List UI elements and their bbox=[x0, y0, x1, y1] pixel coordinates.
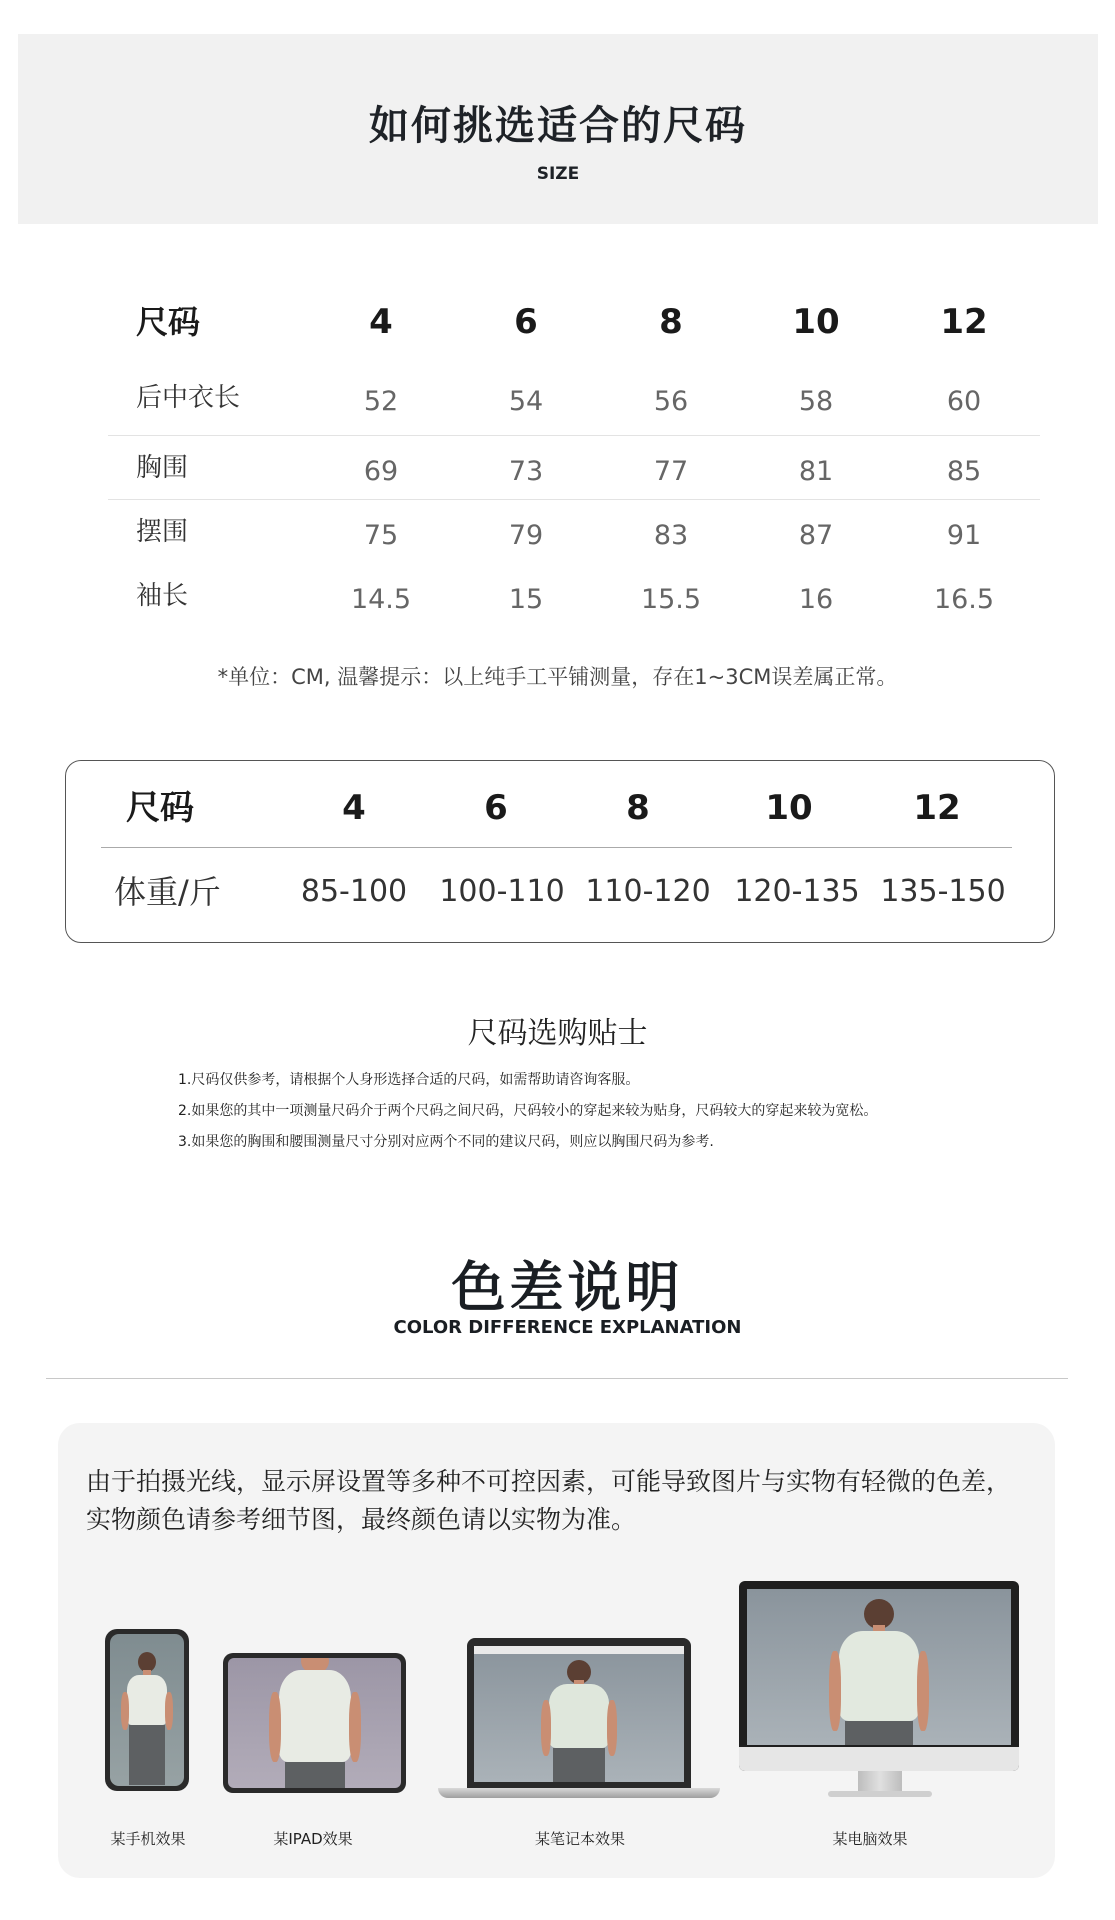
size-header-cell: 6 bbox=[514, 302, 538, 342]
table-cell: 16.5 bbox=[933, 584, 995, 615]
table-cell: 91 bbox=[946, 520, 982, 551]
size-header-cell: 10 bbox=[792, 302, 840, 342]
table-cell: 15.5 bbox=[640, 584, 702, 615]
row-label: 后中衣长 bbox=[136, 383, 241, 413]
table-cell: 81 bbox=[798, 456, 834, 487]
tablet-icon bbox=[223, 1653, 406, 1793]
row-label: 体重/斤 bbox=[114, 873, 221, 911]
table-row bbox=[108, 436, 1040, 500]
table-header-row bbox=[66, 773, 1054, 843]
monitor-screen bbox=[747, 1589, 1011, 1745]
table-row bbox=[108, 500, 1040, 564]
phone-screen bbox=[110, 1634, 184, 1786]
table-cell: 79 bbox=[508, 520, 544, 551]
device-label-ipad: 某IPAD效果 bbox=[273, 1830, 353, 1848]
tip-item: 3.如果您的胸围和腰围测量尺寸分别对应两个不同的建议尺码，则应以胸围尺码为参考. bbox=[178, 1134, 714, 1150]
laptop-screen bbox=[474, 1646, 684, 1782]
table-cell: 110-120 bbox=[585, 874, 711, 909]
table-cell: 120-135 bbox=[734, 874, 860, 909]
table-cell: 77 bbox=[653, 456, 689, 487]
table-cell: 69 bbox=[363, 456, 399, 487]
description-line: 实物颜色请参考细节图，最终颜色请以实物为准。 bbox=[86, 1505, 637, 1534]
table-cell: 16 bbox=[798, 584, 834, 615]
page-title: 如何挑选适合的尺码 bbox=[369, 103, 747, 149]
size-header-cell: 6 bbox=[484, 788, 508, 828]
device-label-phone: 某手机效果 bbox=[110, 1830, 186, 1848]
size-guide-header bbox=[18, 34, 1098, 224]
table-cell: 54 bbox=[508, 386, 544, 417]
table-cell: 75 bbox=[363, 520, 399, 551]
size-header-cell: 8 bbox=[626, 788, 650, 828]
laptop-base bbox=[438, 1788, 720, 1798]
size-measurement-table bbox=[108, 290, 1040, 628]
row-label: 袖长 bbox=[136, 581, 189, 611]
description-line: 由于拍摄光线，显示屏设置等多种不可控因素，可能导致图片与实物有轻微的色差， bbox=[86, 1467, 1012, 1496]
table-header-row bbox=[108, 290, 1040, 354]
monitor-stand bbox=[858, 1771, 902, 1793]
size-header-label: 尺码 bbox=[136, 303, 201, 341]
weight-size-table bbox=[65, 760, 1055, 943]
tip-item: 2.如果您的其中一项测量尺码介于两个尺码之间尺码，尺码较小的穿起来较为贴身，尺码较大的穿起来较为宽松。 bbox=[178, 1103, 878, 1119]
measurement-note: *单位：CM, 温馨提示：以上纯手工平铺测量，存在1~3CM误差属正常。 bbox=[217, 665, 898, 689]
monitor-foot bbox=[828, 1791, 932, 1797]
table-cell: 73 bbox=[508, 456, 544, 487]
table-row bbox=[108, 354, 1040, 436]
size-header-cell: 4 bbox=[369, 302, 393, 342]
monitor-icon bbox=[739, 1581, 1019, 1771]
divider bbox=[101, 847, 1012, 848]
color-difference-title: 色差说明 bbox=[451, 1256, 684, 1319]
page-subtitle: SIZE bbox=[536, 164, 580, 184]
tips-list bbox=[178, 1065, 1078, 1158]
color-difference-panel bbox=[58, 1423, 1055, 1878]
table-cell: 58 bbox=[798, 386, 834, 417]
table-cell: 135-150 bbox=[880, 874, 1006, 909]
section-divider bbox=[46, 1378, 1068, 1379]
size-header-cell: 4 bbox=[342, 788, 366, 828]
laptop-icon bbox=[467, 1638, 691, 1788]
color-difference-description bbox=[86, 1463, 1046, 1539]
row-label: 摆围 bbox=[136, 517, 189, 547]
table-cell: 52 bbox=[363, 386, 399, 417]
table-cell: 15 bbox=[508, 584, 544, 615]
device-label-laptop: 某笔记本效果 bbox=[534, 1830, 625, 1848]
table-cell: 85-100 bbox=[300, 874, 408, 909]
color-difference-subtitle: COLOR DIFFERENCE EXPLANATION bbox=[393, 1317, 742, 1338]
size-header-cell: 12 bbox=[940, 302, 988, 342]
tip-item: 1.尺码仅供参考，请根据个人身形选择合适的尺码，如需帮助请咨询客服。 bbox=[178, 1072, 640, 1088]
phone-icon bbox=[105, 1629, 189, 1791]
size-header-cell: 10 bbox=[765, 788, 813, 828]
table-cell: 100-110 bbox=[439, 874, 565, 909]
row-label: 胸围 bbox=[136, 453, 189, 483]
tips-title: 尺码选购贴士 bbox=[467, 1016, 648, 1051]
size-header-cell: 8 bbox=[659, 302, 683, 342]
table-cell: 85 bbox=[946, 456, 982, 487]
size-header-label: 尺码 bbox=[126, 788, 194, 828]
device-label-monitor: 某电脑效果 bbox=[832, 1830, 908, 1848]
table-cell: 56 bbox=[653, 386, 689, 417]
table-cell: 87 bbox=[798, 520, 834, 551]
table-cell: 60 bbox=[946, 386, 982, 417]
table-row bbox=[108, 564, 1040, 628]
size-header-cell: 12 bbox=[913, 788, 961, 828]
tablet-screen bbox=[228, 1658, 401, 1788]
table-cell: 14.5 bbox=[350, 584, 412, 615]
table-cell: 83 bbox=[653, 520, 689, 551]
table-row bbox=[66, 857, 1054, 927]
